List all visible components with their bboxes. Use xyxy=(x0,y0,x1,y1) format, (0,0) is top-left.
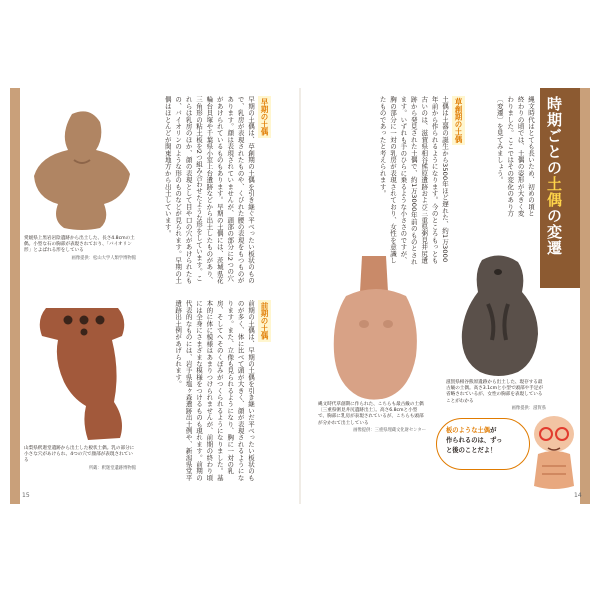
bubble-line3: と後のことだよ！ xyxy=(446,447,497,454)
souki-body: 土偶は土器の誕生から3500年ほど遅れた、約1万3000年前から作られるようになります。今のところもっとも古いのは、滋賀県相谷熊原遺跡および三重県粥見井尻遺跡から発見された土偶で、約1万3000年前のものとされます。いずれも手のひらに乗るような小ささのですが、胸の部分に一対の乳房が表現されており、女性を意識したものであったと考えられます。 xyxy=(378,96,449,266)
dogu-figurine-image xyxy=(28,302,134,442)
intro-text: 縄文時代はとても長いため、初めの頃と終わりの頃では、土偶の姿形が大きく変わりました。ここではその変化のあり方〔変遷〕を見てみましょう。 xyxy=(495,96,535,217)
dogu-figurine-image xyxy=(324,252,428,402)
caption-bottom-left xyxy=(24,446,136,472)
page-number-left: 15 xyxy=(22,492,30,499)
caption-center-credit: 画像提供：三重県埋蔵文化財センター xyxy=(353,427,426,433)
bubble-line1-post: が xyxy=(490,427,497,434)
zenki-heading: 前期の土偶 xyxy=(260,302,269,340)
left-page-edge xyxy=(10,88,20,504)
bubble-line1-em: 板のような土偶 xyxy=(446,427,491,434)
caption-bottom-left-text: 山梨県釈迦堂遺跡から出土した板状土偶。乳の部分に小さな穴があけられ、4つの穴で顔部が表現されている xyxy=(24,446,135,464)
caption-bottom-left-credit: 所蔵：釈迦堂遺跡博物館 xyxy=(88,465,136,471)
page-gutter xyxy=(299,88,301,504)
caption-center xyxy=(318,402,426,434)
caption-top-left-text: 愛媛県上黒岩岩陰遺跡から出土した、長さ4.8cmの土偶。小型な石の胸部が表現されており、「バイオリン形」とよばれる形をしている xyxy=(24,236,135,254)
mascot-character-image xyxy=(528,412,580,492)
zaki-body: 早期の土偶は、草創期の土偶を引き継ぐ平べったい板状のもので、乳房が表現されたものや、くびれた腰の表現をもつものがあります。顔は表現されていませんが、頭部の部分に2つの穴があけられているものもあります。早期の土偶には、茨城県花輪台貝塚や千葉県小室上台遺跡などから出土したものがあり、三角形の粘土板を2つ組み合わせたような形をしています。これらは乳房のほか、顔の表現として目や口の穴があけられたもの、バイオリンのような形のものなどが見られます。早期の土偶はほとんどが関東地方から出土しています。 xyxy=(163,96,255,284)
bubble-line2: 作られるのは、ずっ xyxy=(446,437,503,444)
dogu-figurine-image xyxy=(30,108,134,232)
title-pre: 時期ごとの xyxy=(545,96,563,176)
speech-bubble-text xyxy=(446,426,522,456)
caption-right-credit: 画像提供：滋賀県 xyxy=(511,405,546,411)
page-number-right: 14 xyxy=(574,492,582,499)
caption-top-left-credit: 画像提供：松山大学人類学博物館 xyxy=(71,255,136,261)
zenki-body: 前期の土偶は、早期の土偶を引き継いだ平べったい板状のものが多く、体に比べて頭が大きく、顔が表現されるようになります。また、立像も見られるようになり、胸に一対の乳房、そしてへそのくぼみがつくられるようになりました。基本的に体に模様はあまりつけられませんが、前期の終わり頃には全身にさまざまな模様をつけるものも現れます。前期の代表的なものには、岩手県塩ヶ森遺跡出土例や、新潟県堂平遺跡出土例があげられます。 xyxy=(174,300,255,481)
dogu-figurine-image xyxy=(452,252,544,380)
right-page-edge xyxy=(580,88,590,504)
souki-heading: 草創期の土偶 xyxy=(454,98,463,143)
caption-right-text: 滋賀県相谷熊原遺跡から出土した、現存する最古級の土偶。高さ3.1cmと小型で頭部や手足が省略されているが、女性の胸部を表現していることがわかる xyxy=(446,380,543,404)
zaki-heading: 早期の土偶 xyxy=(260,98,269,136)
title-post: の変遷 xyxy=(545,208,563,256)
title-accent: 土偶 xyxy=(545,176,563,208)
caption-center-text: 縄文時代草創期に作られた、こちらも最古級の土偶〔三重県粥見井尻遺跡出土〕。高さ6.8cmと小型で、胸部に乳房が表現されているが、こちらも頭部が分かれて出土している xyxy=(318,402,424,426)
caption-right xyxy=(446,380,546,412)
page-title xyxy=(544,96,565,256)
caption-top-left xyxy=(24,236,136,262)
